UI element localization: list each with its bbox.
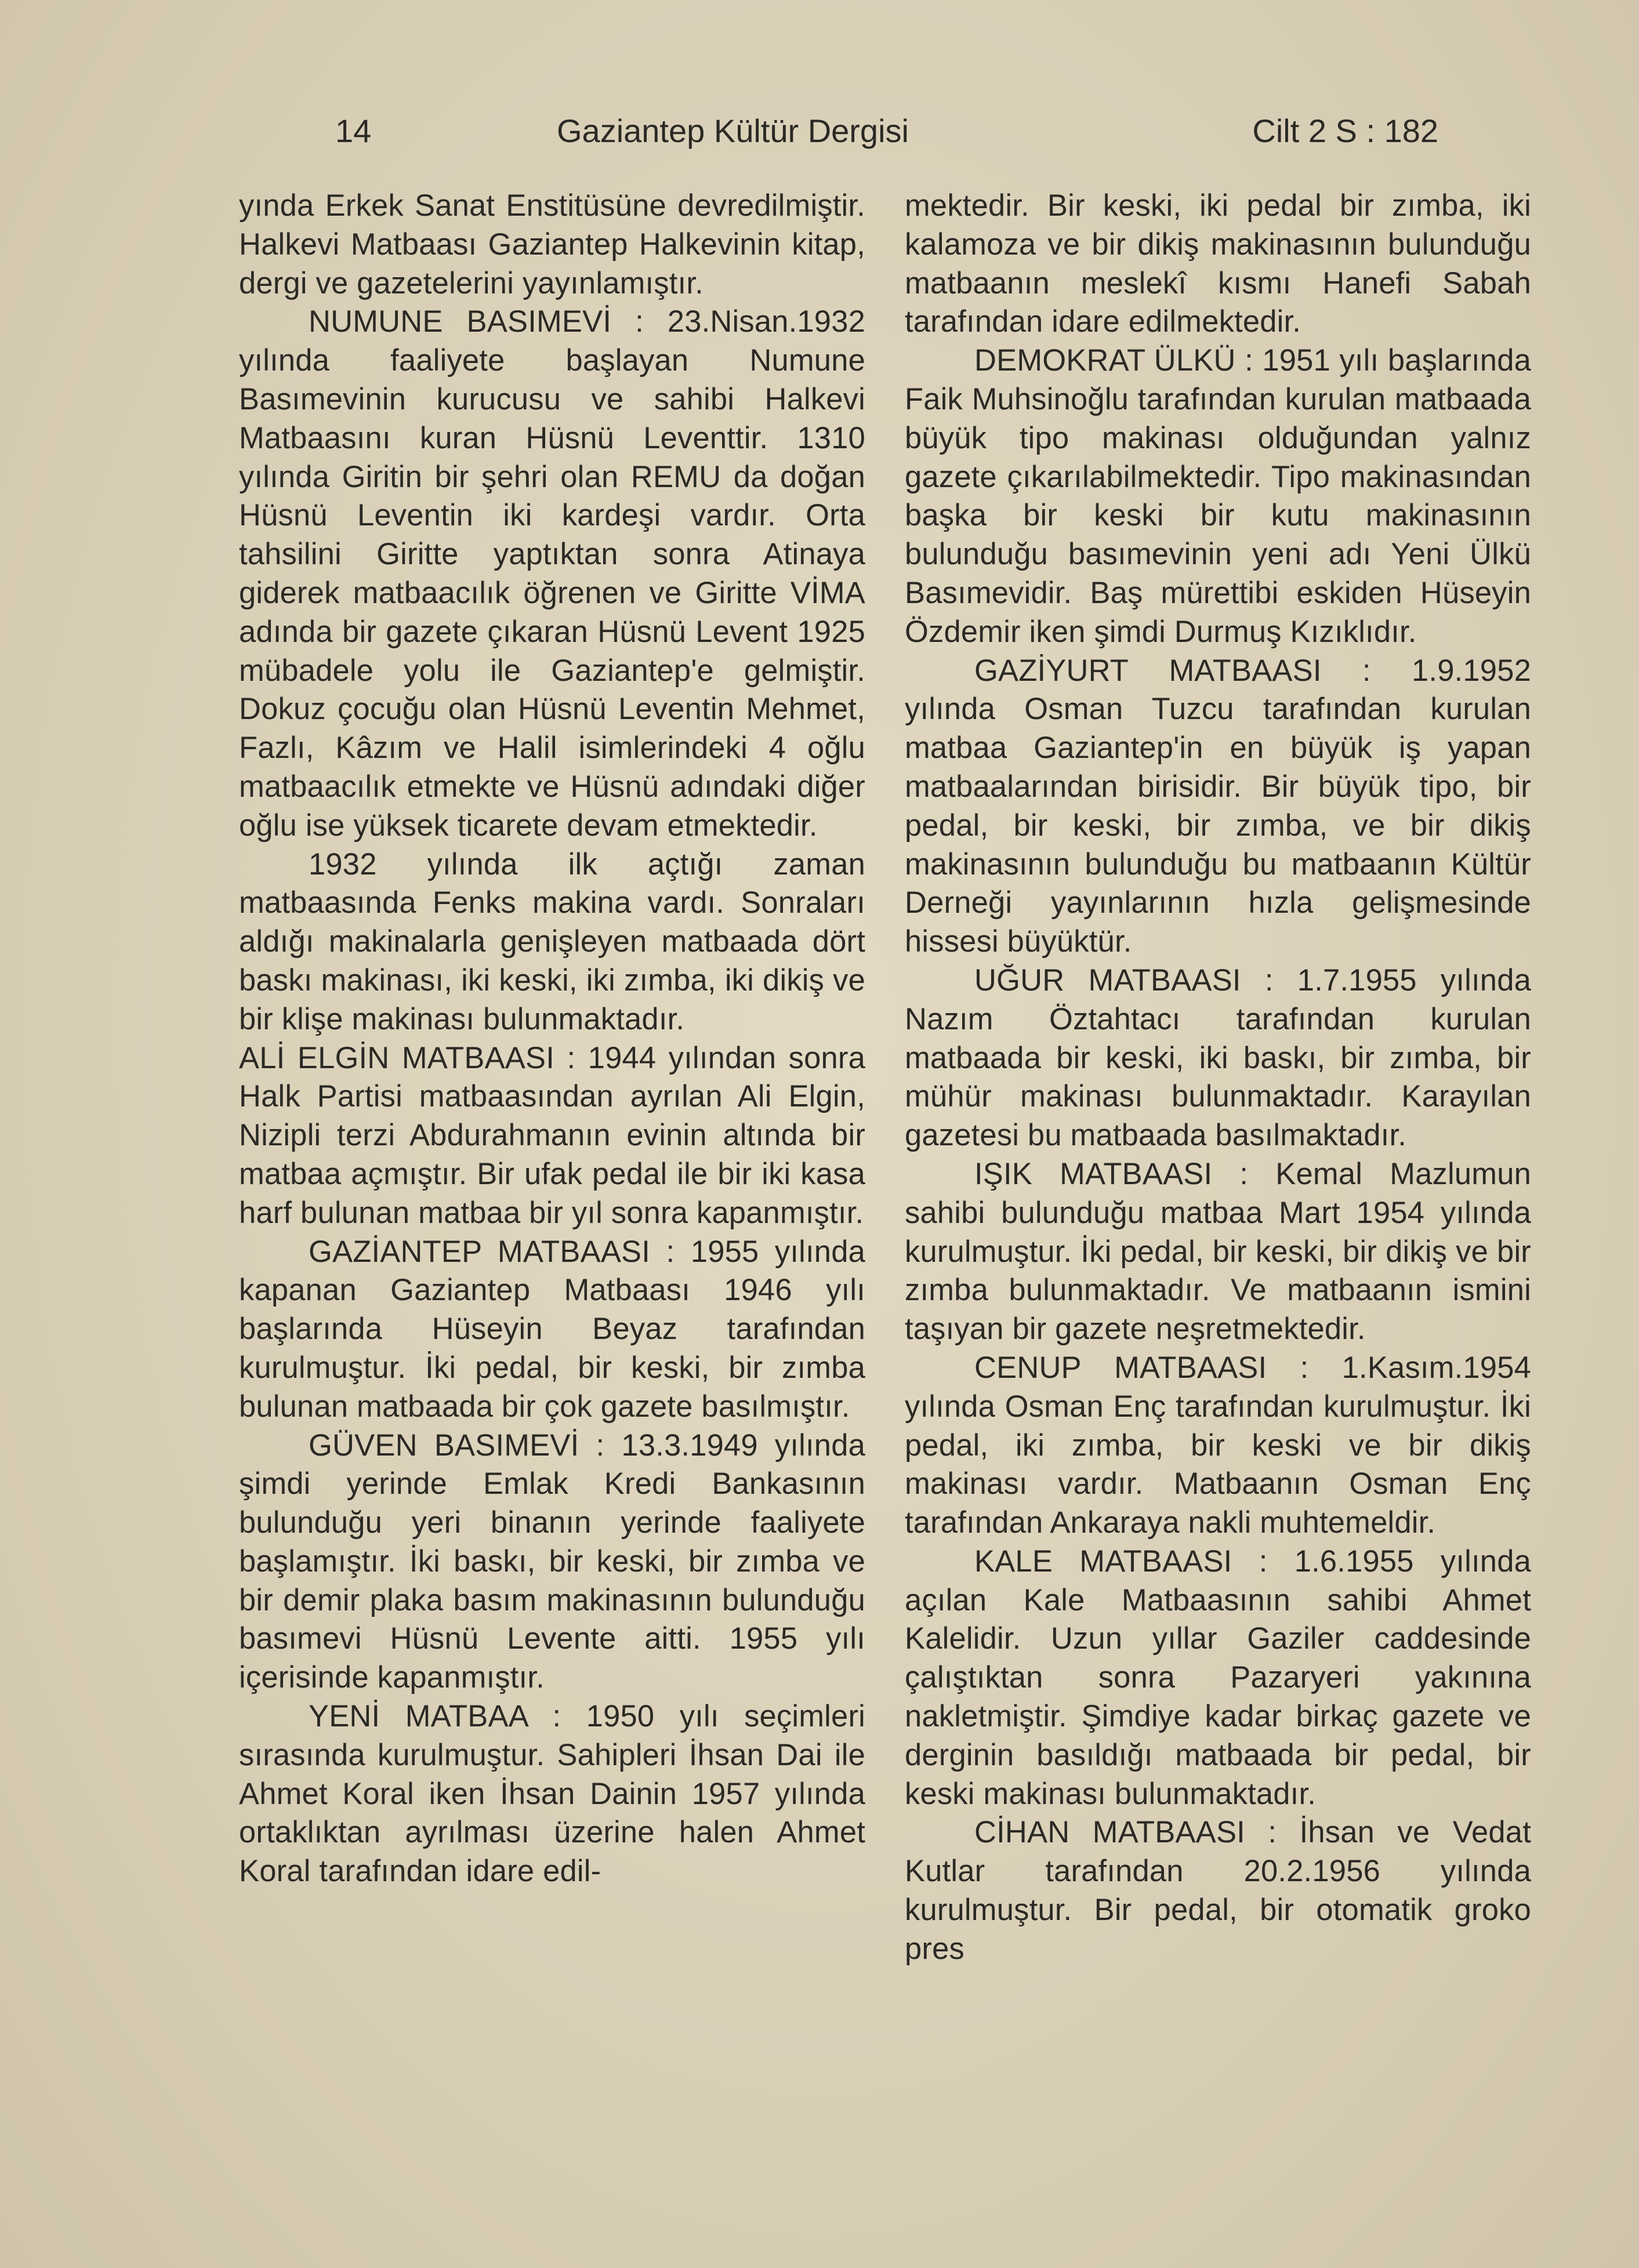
paragraph: IŞIK MATBAASI : Kemal Mazlumun sahibi bulunduğu matbaa Mart 1954 yılında kurulmuştur. İki pedal, bir keski, bir dikiş ve bir zımba bulunmaktadır. Ve matbaanın ismini taşıyan bir gazete neşretmektedir.	[905, 1156, 1531, 1347]
paragraph: NUMUNE BASIMEVİ : 23.Nisan.1932 yılında faaliyete başlayan Numune Basımevinin kurucusu ve sahibi Halkevi Matbaasını kuran Hüsnü Leventtir. 1310 yılında Giritin bir şehri olan REMU da doğan Hüsnü Leventin iki kardeşi vardır. Orta tahsilini Giritte yaptıktan sonra Atinaya giderek matbaacılık öğrenen ve Giritte VİMA adında bir gazete çıkaran Hüsnü Levent 1925 mübadele yolu ile Gaziantep'e gelmiştir. Dokuz çocuğu olan Hüsnü Leventin Mehmet, Fazlı, Kâzım ve Halil isimlerindeki 4 oğlu matbaacılık etmekte ve Hüsnü adındaki diğer oğlu ise yüksek ticarete devam etmektedir.	[239, 304, 865, 843]
paragraph: KALE MATBAASI : 1.6.1955 yılında açılan Kale Matbaasının sahibi Ahmet Kalelidir. Uzun yıllar Gaziler caddesinde çalıştıktan sonra Pazaryeri yakınına nakletmiştir. Şimdiye kadar birkaç gazete ve derginin basıldığı matbaada bir pedal, bir keski makinası bulunmaktadır.	[905, 1544, 1531, 1811]
paragraph: yında Erkek Sanat Enstitüsüne devredilmiştir. Halkevi Matbaası Gaziantep Halkevinin kitap, dergi ve gazetelerini yayınlamıştır.	[239, 188, 865, 300]
page-number: 14	[335, 113, 372, 149]
paragraph: DEMOKRAT ÜLKÜ : 1951 yılı başlarında Faik Muhsinoğlu tarafından kurulan matbaada büyük tipo makinası olduğundan yalnız gazete çıkarılabilmektedir. Tipo makinasından başka bir keski bir kutu makinasının bulunduğu basımevinin yeni adı Yeni Ülkü Basımevidir. Baş mürettibi eskiden Hüseyin Özdemir iken şimdi Durmuş Kızıklıdır.	[905, 343, 1531, 649]
paragraph: ALİ ELGİN MATBAASI : 1944 yılından sonra Halk Partisi matbaasından ayrılan Ali Elgin, Nizipli terzi Abdurahmanın evinin altında bir matbaa açmıştır. Bir ufak pedal ile bir iki kasa harf bulunan matbaa bir yıl sonra kapanmıştır.	[239, 1040, 865, 1230]
paragraph: 1932 yılında ilk açtığı zaman matbaasında Fenks makina vardı. Sonraları aldığı makinalarla genişleyen matbaada dört baskı makinası, iki keski, iki zımba, iki dikiş ve bir klişe makinası bulunmaktadır.	[239, 847, 865, 1036]
paragraph: GAZİYURT MATBAASI : 1.9.1952 yılında Osman Tuzcu tarafından kurulan matbaa Gaziantep'in en büyük iş yapan matbaalarından birisidir. Bir büyük tipo, bir pedal, bir keski, bir zımba, ve bir dikiş makinasının bulunduğu bu matbaanın Kültür Derneği yayınlarının hızla gelişmesinde hissesi büyüktür.	[905, 653, 1531, 959]
paragraph: GAZİANTEP MATBAASI : 1955 yılında kapanan Gaziantep Matbaası 1946 yılı başlarında Hüseyin Beyaz tarafından kurulmuştur. İki pedal, bir keski, bir zımba bulunan matbaada bir çok gazete basılmıştır.	[239, 1234, 865, 1424]
paragraph: UĞUR MATBAASI : 1.7.1955 yılında Nazım Öztahtacı tarafından kurulan matbaada bir keski, iki baskı, bir zımba, bir mühür makinası bulunmaktadır. Karayılan gazetesi bu matbaada basılmaktadır.	[905, 963, 1531, 1153]
left-column	[239, 187, 865, 1891]
paragraph: mektedir. Bir keski, iki pedal bir zımba, iki kalamoza ve bir dikiş makinasının bulunduğu matbaanın meslekî kısmı Hanefi Sabah tarafından idare edilmektedir.	[905, 188, 1531, 339]
journal-title: Gaziantep Kültür Dergisi	[557, 113, 909, 149]
running-header	[325, 108, 1438, 154]
issue-info: Cilt 2 S : 182	[1252, 113, 1438, 149]
paragraph: YENİ MATBAA : 1950 yılı seçimleri sırasında kurulmuştur. Sahipleri İhsan Dai ile Ahmet Koral iken İhsan Dainin 1957 yılında ortaklıktan ayrılması üzerine halen Ahmet Koral tarafından idare edil-	[239, 1699, 865, 1889]
paragraph: GÜVEN BASIMEVİ : 13.3.1949 yılında şimdi yerinde Emlak Kredi Bankasının bulunduğu yeri binanın yerinde faaliyete başlamıştır. İki baskı, bir keski, bir zımba ve bir demir plaka basım makinasının bulunduğu basımevi Hüsnü Levente aitti. 1955 yılı içerisinde kapanmıştır.	[239, 1428, 865, 1695]
paragraph: CİHAN MATBAASI : İhsan ve Vedat Kutlar tarafından 20.2.1956 yılında kurulmuştur. Bir pedal, bir otomatik groko pres	[905, 1815, 1531, 1966]
right-column	[905, 187, 1531, 1969]
paragraph: CENUP MATBAASI : 1.Kasım.1954 yılında Osman Enç tarafından kurulmuştur. İki pedal, iki zımba, bir keski ve bir dikiş makinası vardır. Matbaanın Osman Enç tarafından Ankaraya nakli muhtemeldir.	[905, 1350, 1531, 1540]
